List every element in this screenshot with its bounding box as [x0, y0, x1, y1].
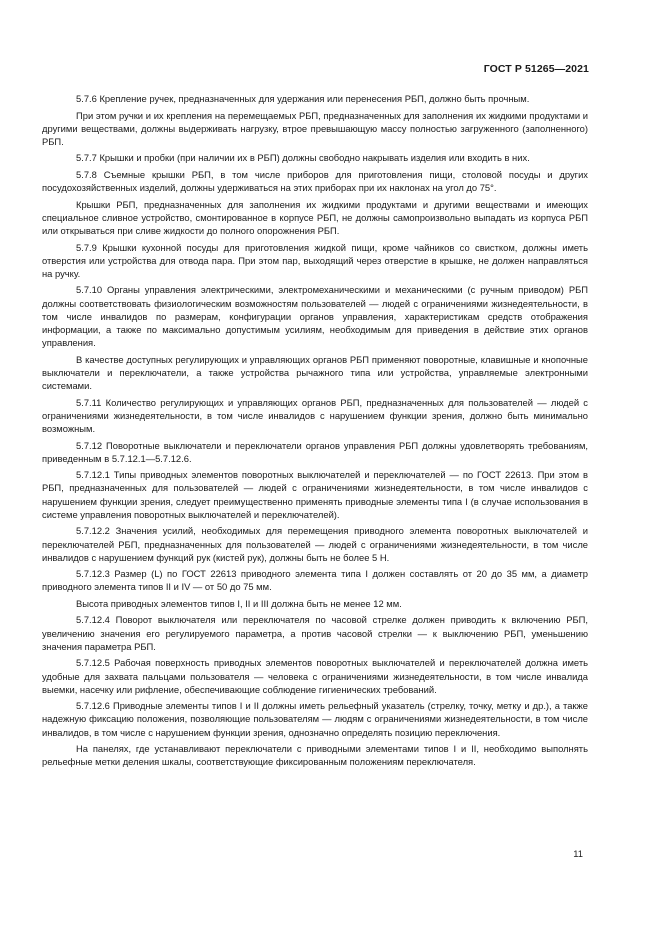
page-number: 11 — [573, 848, 583, 859]
paragraph-lids-drain: Крышки РБП, предназначенных для заполнения их жидкими продуктами и другими веществами и имеющих специальное сливное устройство, смонтированное в корпусе РБП, не должны самопроизвольно выпадать из корпуса РБП или открываться при сливе жидкости до полного опорожнения РБП. — [42, 198, 588, 237]
paragraph-5-7-8: 5.7.8 Съемные крышки РБП, в том числе приборов для приготовления пищи, столовой посуды и других посудохозяйственных изделий, должны удерживаться на этих приборах при их наклонах на угол до 75°. — [42, 168, 588, 194]
paragraph-height: Высота приводных элементов типов I, II и III должна быть не менее 12 мм. — [76, 597, 402, 609]
paragraph-5-7-11: 5.7.11 Количество регулирующих и управляющих органов РБП, предназначенных для пользователей — людей с ограничениями жизнедеятельности, в том числе инвалидов с нарушением функции зрения, должно быть минимально возможным. — [42, 396, 588, 435]
paragraph-5-7-12-5: 5.7.12.5 Рабочая поверхность приводных элементов поворотных выключателей и переключателей должна иметь удобные для захвата пальцами пользователя — человека с ограничениями жизнедеятельности, в том числе инвалида выемки, насечку или рифление, обеспечивающие соблюдение гигиенических требований. — [42, 657, 588, 695]
paragraph-controls-types: В качестве доступных регулирующих и управляющих органов РБП применяют поворотные, клавишные и кнопочные выключатели и переключатели, а также устройства рычажного типа или устройства, управляемые электронными системами. — [42, 353, 588, 392]
paragraph-5-7-12-3 — [42, 567, 588, 593]
paragraph-panels: На панелях, где устанавливают переключатели с приводными элементами типов I и II, необходимо выполнять рельефные метки деления шкалы, соответствующие фиксированным положениям переключателя. — [42, 743, 588, 768]
paragraph-handles-load: При этом ручки и их крепления на перемещаемых РБП, предназначенных для заполнения их жидкими продуктами и другими веществами, должны выдерживать нагрузку, втрое превышающую массу полностью загруженного (заполненного) РБП. — [42, 109, 588, 147]
paragraph-5-7-10: 5.7.10 Органы управления электрическими, электромеханическими и механическими (с ручным приводом) РБП должны соответствовать физиологическим возможностям пользователей — людей с ограничениями жизнедеятельности, в том числе инвалидов по размерам, конфигурации органов управления, характеристикам средств отображения информации, а также по максимально допустимым усилиям, необходимым для приведения в действие этих органов управления. — [42, 284, 588, 349]
paragraph-5-7-6: 5.7.6 Крепление ручек, предназначенных для удержания или перенесения РБП, должно быть прочным. — [76, 93, 530, 104]
paragraph-5-7-7: 5.7.7 Крышки и пробки (при наличии их в РБП) должны свободно накрывать изделия или входить в них. — [76, 152, 530, 164]
document-code-header: ГОСТ Р 51265—2021 — [483, 63, 589, 75]
paragraph-5-7-12-2: 5.7.12.2 Значения усилий, необходимых для перемещения приводного элемента поворотных выключателей и переключателей РБП, предназначенных для пользователей — людей с ограничениями жизнедеятельности, в том числе инвалидов с нарушением функций рук (кистей рук), должны быть не более 5 Н. — [42, 525, 588, 563]
paragraph-5-7-12-4: 5.7.12.4 Поворот выключателя или переключателя по часовой стрелке должен приводить к включению РБП, увеличению значения его регулируемого параметра, а против часовой стрелки — к выключению РБП, уменьшению значения параметра РБП. — [42, 614, 588, 652]
paragraph-5-7-9: 5.7.9 Крышки кухонной посуды для приготовления жидкой пищи, кроме чайников со свистком, должны иметь отверстия или устройства для отвода пара. При этом пар, выходящий через отверстие в крышке, не должен направляться на ручку. — [42, 241, 588, 279]
paragraph-5-7-12-1: 5.7.12.1 Типы приводных элементов поворотных выключателей и переключателей — по ГОСТ 22613. При этом в РБП, предназначенных для пользователей — людей с ограничениями жизнедеятельности, в том числе инвалидов с нарушением функции зрения, следует преимущественно применять приводные элементы типа I (в случае использования в системе управления поворотных выключателей и переключателей). — [42, 469, 588, 520]
paragraph-5-7-12-3-text: 5.7.12.3 Размер (L) по ГОСТ 22613 приводного элемента типа I должен составлять от 20 до 35 мм, а диаметр приводного элемента типов II и IV — от 50 до 75 мм. — [42, 568, 588, 593]
document-body — [42, 92, 588, 772]
paragraph-5-7-12: 5.7.12 Поворотные выключатели и переключатели органов управления РБП должны удовлетворять требованиям, приведенным в 5.7.12.1—5.7.12.6. — [42, 439, 588, 464]
paragraph-5-7-12-6: 5.7.12.6 Приводные элементы типов I и II должны иметь рельефный указатель (стрелку, точку, метку и др.), а также надежную фиксацию положения, позволяющие пользователям — людям с ограничениями жизнедеятельности, в том числе инвалидов, в том числе с нарушением функции зрения, однозначно определять позицию переключения. — [42, 700, 588, 738]
